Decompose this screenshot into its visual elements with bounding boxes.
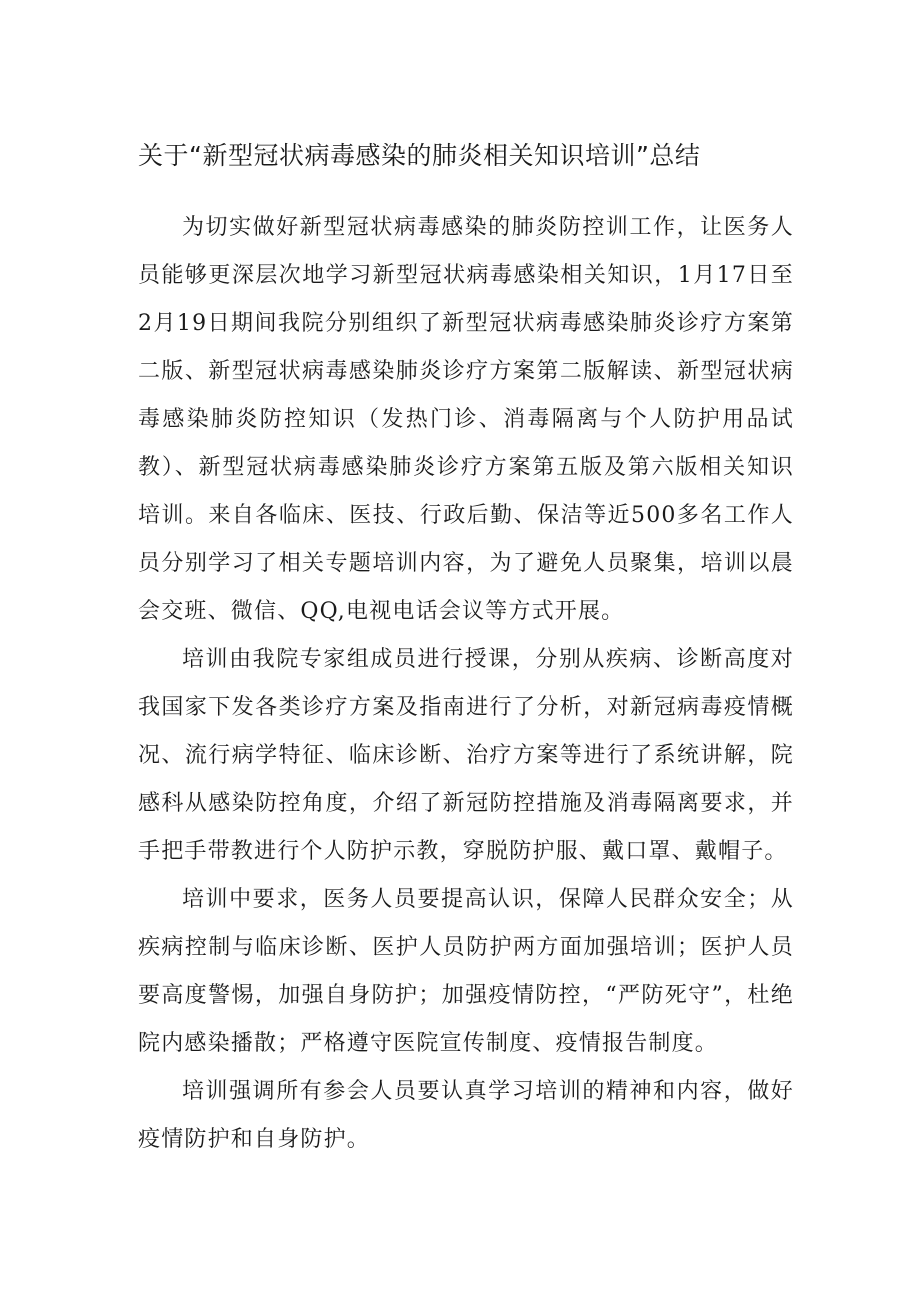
- document-body: [138, 204, 794, 1164]
- document-title: 关于“新型冠状病毒感染的肺炎相关知识培训”总结: [138, 141, 701, 170]
- paragraph-3: 培训中要求，医务人员要提高认识，保障人民群众安全；从疾病控制与临床诊断、医护人员防护两方面加强培训；医护人员要高度警惕，加强自身防护；加强疫情防控，“严防死守”，杜绝院内感染播散；严格遵守医院宣传制度、疫情报告制度。: [138, 887, 794, 1056]
- paragraph-2: 培训由我院专家组成员进行授课，分别从疾病、诊断高度对我国家下发各类诊疗方案及指南进行了分析，对新冠病毒疫情概况、流行病学特征、临床诊断、治疗方案等进行了系统讲解，院感科从感染防控角度，介绍了新冠防控措施及消毒隔离要求，并手把手带教进行个人防护示教，穿脱防护服、戴口罩、戴帽子。: [138, 647, 794, 864]
- paragraph-1: 为切实做好新型冠状病毒感染的肺炎防控训工作，让医务人员能够更深层次地学习新型冠状病毒感染相关知识，1月17日至2月19日期间我院分别组织了新型冠状病毒感染肺炎诊疗方案第二版、新型冠状病毒感染肺炎诊疗方案第二版解读、新型冠状病毒感染肺炎防控知识（发热门诊、消毒隔离与个人防护用品试教）、新型冠状病毒感染肺炎诊疗方案第五版及第六版相关知识培训。来自各临床、医技、行政后勤、保洁等近500多名工作人员分别学习了相关专题培训内容，为了避免人员聚集，培训以晨会交班、微信、QQ,电视电话会议等方式开展。: [138, 215, 794, 624]
- paragraph-4: 培训强调所有参会人员要认真学习培训的精神和内容，做好疫情防护和自身防护。: [138, 1079, 794, 1152]
